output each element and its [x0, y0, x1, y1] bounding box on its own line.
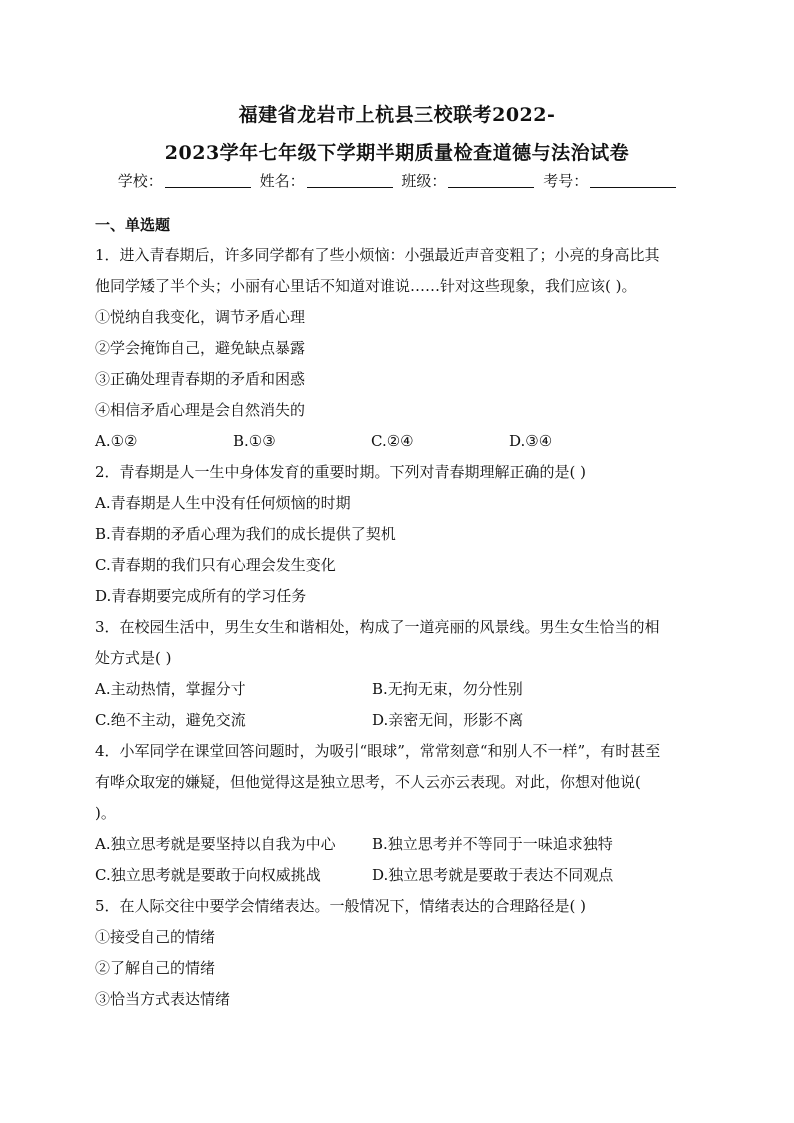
option-b: B.①③ [233, 432, 276, 450]
question-3 [95, 612, 700, 736]
option-b: B.独立思考并不等同于一味追求独特 [372, 835, 613, 853]
option-c: C.绝不主动，避免交流 [95, 711, 246, 729]
exam-title-line-1: 福建省龙岩市上杭县三校联考2022- [238, 104, 556, 126]
questions [95, 240, 700, 1015]
statement-item: ②了解自己的情绪 [95, 959, 216, 977]
question-stem: 4．小军同学在课堂回答问题时，为吸引“眼球”，常常刻意“和别人不一样”，有时甚至 [95, 742, 661, 760]
statement-item: ①接受自己的情绪 [95, 928, 216, 946]
option-a: A.主动热情，掌握分寸 [95, 680, 246, 698]
school-field: 学校： [118, 170, 251, 191]
statement-item: ③正确处理青春期的矛盾和困惑 [95, 370, 306, 388]
option-a: A.①② [95, 432, 138, 450]
class-field: 班级： [401, 170, 534, 191]
question-stem: 2．青春期是人一生中身体发育的重要时期。下列对青春期理解正确的是( ) [95, 463, 587, 481]
option-c: C.青春期的我们只有心理会发生变化 [95, 556, 336, 574]
option-d: D.独立思考就是要敢于表达不同观点 [372, 866, 614, 884]
answer-options [95, 674, 700, 705]
statement-item: ③恰当方式表达情绪 [95, 990, 231, 1008]
school-blank [165, 173, 251, 188]
answer-options [95, 705, 700, 736]
option-b: B.青春期的矛盾心理为我们的成长提供了契机 [95, 525, 396, 543]
question-4 [95, 736, 700, 891]
name-blank [307, 173, 393, 188]
question-2 [95, 457, 700, 612]
question-stem: 3．在校园生活中，男生女生和谐相处，构成了一道亮丽的风景线。男生女生恰当的相 [95, 618, 660, 636]
name-field: 姓名： [260, 170, 393, 191]
option-d: D.③④ [509, 432, 553, 450]
question-stem: 5．在人际交往中要学会情绪表达。一般情况下，情绪表达的合理路径是( ) [95, 897, 587, 915]
question-stem: 有哗众取宠的嫌疑，但他觉得这是独立思考，不人云亦云表现。对此，你想对他说( [95, 773, 641, 791]
statement-item: ②学会掩饰自己，避免缺点暴露 [95, 339, 306, 357]
exam-number-field: 考号： [543, 170, 676, 191]
question-stem: )。 [95, 804, 116, 822]
option-c: C.独立思考就是要敢于向权威挑战 [95, 866, 321, 884]
option-a: A.青春期是人生中没有任何烦恼的时期 [95, 494, 351, 512]
question-stem: 1．进入青春期后，许多同学都有了些小烦恼：小强最近声音变粗了；小亮的身高比其 [95, 246, 660, 264]
question-1 [95, 240, 700, 457]
exam-title-line-2: 2023学年七年级下学期半期质量检查道德与法治试卷 [164, 142, 630, 164]
option-d: D.青春期要完成所有的学习任务 [95, 587, 307, 605]
exam-number-blank [590, 173, 676, 188]
statement-item: ①悦纳自我变化，调节矛盾心理 [95, 308, 306, 326]
option-c: C.②④ [371, 432, 414, 450]
option-a: A.独立思考就是要坚持以自我为中心 [95, 835, 336, 853]
class-blank [448, 173, 534, 188]
question-stem: 处方式是( ) [95, 649, 172, 667]
question-stem: 他同学矮了半个头；小丽有心里话不知道对谁说……针对这些现象，我们应该( )。 [95, 277, 637, 295]
section-title: 一、单选题 [95, 216, 171, 234]
answer-options [95, 829, 700, 860]
question-5 [95, 891, 700, 1015]
answer-options [95, 860, 700, 891]
statement-item: ④相信矛盾心理是会自然消失的 [95, 401, 306, 419]
student-info-row [0, 170, 794, 191]
option-d: D.亲密无间，形影不离 [372, 711, 524, 729]
option-b: B.无拘无束，勿分性别 [372, 680, 523, 698]
answer-options [95, 426, 700, 457]
